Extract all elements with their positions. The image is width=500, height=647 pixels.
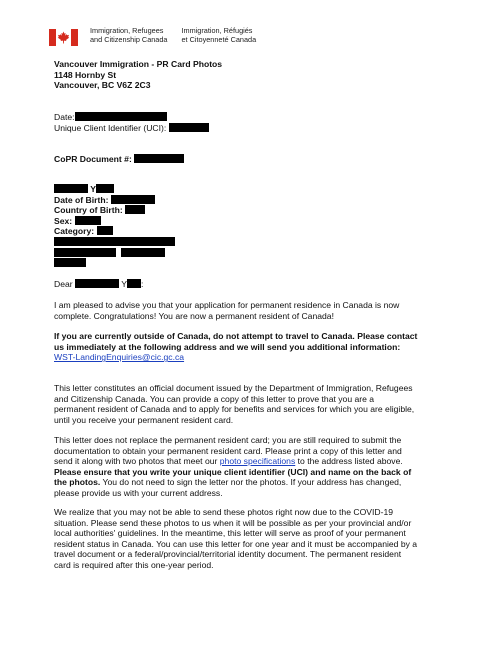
salutation: Dear Y : bbox=[54, 279, 144, 289]
redacted-salutation-surname bbox=[127, 279, 141, 288]
paragraph-photos: This letter does not replace the permanent resident card; you are still required to submit the documentation to obtain your permanent resident card. Please print a copy of this letter and send it along with two photos that meet our photo specifications to the address listed above. Please ensure that you write your unique client identifier (UCI) and name on the back of the photos. You do not need to sign the letter nor the photos. If your address has changed, please provide us with your current address. bbox=[54, 435, 412, 498]
redacted-category-detail-4 bbox=[54, 258, 86, 267]
redacted-category bbox=[97, 226, 113, 235]
redacted-country bbox=[125, 205, 145, 214]
redacted-surname bbox=[96, 184, 114, 193]
applicant-details: Y Date of Birth: Country of Birth: Sex: Category: bbox=[54, 184, 175, 269]
letter-ids: Date: Unique Client Identifier (UCI): bbox=[54, 112, 209, 133]
contact-email-link[interactable]: WST-LandingEnquiries@cic.gc.ca bbox=[54, 352, 185, 363]
copr-line: CoPR Document #: bbox=[54, 154, 184, 165]
redacted-salutation-name bbox=[75, 279, 119, 288]
paragraph-approval: I am pleased to advise you that your application for permanent residence in Canada is now complete. Congratulations! You are now a permanent resident of Canada! bbox=[54, 300, 400, 321]
redacted-date bbox=[75, 112, 167, 121]
redacted-category-detail-3 bbox=[121, 248, 165, 257]
redacted-dob bbox=[111, 195, 155, 204]
department-name-english: Immigration, Refugees and Citizenship Canada bbox=[90, 26, 168, 44]
redacted-category-detail-2 bbox=[54, 248, 116, 257]
redacted-category-detail-1 bbox=[54, 237, 175, 246]
department-name-french: Immigration, Réfugiés et Citoyenneté Canada bbox=[181, 26, 257, 44]
redacted-uci bbox=[169, 123, 209, 132]
recipient-address: Vancouver Immigration - PR Card Photos 1148 Hornby St Vancouver, BC V6Z 2C3 bbox=[54, 59, 223, 91]
paragraph-covid: We realize that you may not be able to send these photos right now due to the COVID-19 situation. Please send these photos to us when it will be possible as per your provincial and/or local authorities' guidelines. In the meantime, this letter will serve as proof of your permanent resident status in Canada. You can use this letter for one year and it must be accompanied by a travel document or a federal/provincial/territorial identity document. The permanent resident card is required after this one-year period. bbox=[54, 507, 418, 570]
redacted-given-name bbox=[54, 184, 88, 193]
canada-flag-icon bbox=[49, 29, 78, 46]
photo-specifications-link[interactable]: photo specifications bbox=[219, 456, 296, 467]
redacted-copr-number bbox=[134, 154, 184, 163]
paragraph-official-document: This letter constitutes an official document issued by the Department of Immigration, Refugees and Citizenship Canada. You can provide a copy of this letter to prove that you are a permanent resident of Canada and to apply for benefits and services for which you are eligible, until you receive your permanent resident card. bbox=[54, 383, 415, 425]
redacted-sex bbox=[75, 216, 101, 225]
letterhead bbox=[49, 27, 256, 46]
paragraph-outside-canada: If you are currently outside of Canada, do not attempt to travel to Canada. Please contact us immediately at the following address and we will send you additional information: WST-LandingEnquiries@cic.gc.ca bbox=[54, 331, 418, 363]
